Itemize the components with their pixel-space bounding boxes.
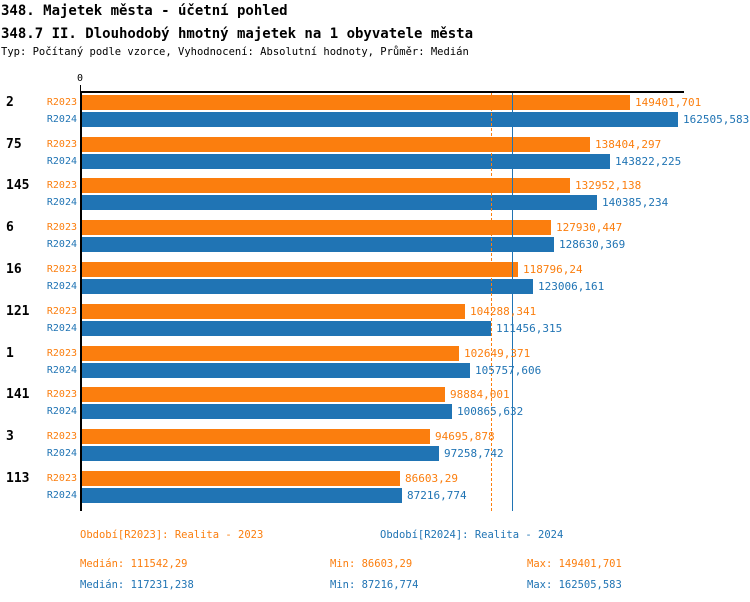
bar-value-r2023: 127930,447 [556, 221, 623, 234]
series-label-r2023: R2023 [46, 139, 77, 150]
axis-zero-label: 0 [76, 73, 84, 84]
bar-r2023 [82, 387, 445, 402]
bar-r2023 [82, 346, 459, 361]
legend-r2024: Období[R2024]: Realita - 2024 [380, 529, 564, 541]
bar-r2024 [82, 279, 533, 294]
chart-meta: Typ: Počítaný podle vzorce, Vyhodnocení: Absolutní hodnoty, Průměr: Medián [1, 46, 469, 58]
category-label: 145 [6, 178, 30, 193]
series-label-r2023: R2023 [46, 306, 77, 317]
bar-r2023 [82, 471, 400, 486]
bar-r2024 [82, 112, 678, 127]
bar-r2023 [82, 304, 465, 319]
series-label-r2024: R2024 [46, 448, 77, 459]
series-label-r2024: R2024 [46, 490, 77, 501]
page-subtitle: 348.7 II. Dlouhodobý hmotný majetek na 1 obyvatele města [1, 26, 474, 42]
stat-max-r2024: Max: 162505,583 [527, 579, 622, 591]
bar-value-r2023: 104288,341 [470, 305, 537, 318]
bar-r2024 [82, 488, 402, 503]
bar-r2023 [82, 178, 570, 193]
series-label-r2024: R2024 [46, 406, 77, 417]
bar-r2024 [82, 446, 439, 461]
series-label-r2024: R2024 [46, 281, 77, 292]
series-label-r2023: R2023 [46, 431, 77, 442]
series-label-r2023: R2023 [46, 264, 77, 275]
bar-value-r2023: 86603,29 [405, 472, 458, 485]
series-label-r2023: R2023 [46, 97, 77, 108]
page-title: 348. Majetek města - účetní pohled [1, 3, 288, 19]
series-label-r2023: R2023 [46, 180, 77, 191]
stat-median-r2023: Medián: 111542,29 [80, 558, 188, 570]
median-line-r2024 [512, 93, 513, 511]
bar-value-r2024: 123006,161 [538, 280, 605, 293]
stat-max-r2023: Max: 149401,701 [527, 558, 622, 570]
series-label-r2024: R2024 [46, 323, 77, 334]
bar-value-r2023: 98884,001 [450, 388, 510, 401]
bar-value-r2023: 132952,138 [575, 179, 642, 192]
bar-r2024 [82, 195, 597, 210]
bar-r2024 [82, 404, 452, 419]
category-label: 1 [6, 346, 14, 361]
bar-value-r2024: 87216,774 [407, 489, 467, 502]
category-label: 6 [6, 220, 14, 235]
stat-median-r2024: Medián: 117231,238 [80, 579, 194, 591]
bar-r2023 [82, 137, 590, 152]
category-label: 141 [6, 387, 30, 402]
bar-value-r2024: 111456,315 [496, 322, 563, 335]
bar-value-r2024: 100865,632 [457, 405, 524, 418]
legend-r2023: Období[R2023]: Realita - 2023 [80, 529, 264, 541]
series-label-r2023: R2023 [46, 389, 77, 400]
bar-value-r2023: 118796,24 [523, 263, 583, 276]
bar-value-r2024: 143822,225 [615, 155, 682, 168]
bar-r2024 [82, 363, 470, 378]
stat-min-r2023: Min: 86603,29 [330, 558, 413, 570]
bar-value-r2023: 102649,371 [464, 347, 531, 360]
bar-r2023 [82, 95, 630, 110]
series-label-r2023: R2023 [46, 348, 77, 359]
bar-value-r2023: 94695,878 [435, 430, 495, 443]
category-label: 16 [6, 262, 22, 277]
series-label-r2023: R2023 [46, 222, 77, 233]
bar-value-r2024: 162505,583 [683, 113, 750, 126]
series-label-r2024: R2024 [46, 156, 77, 167]
bar-r2023 [82, 262, 518, 277]
bar-value-r2024: 97258,742 [444, 447, 504, 460]
bar-value-r2024: 128630,369 [559, 238, 626, 251]
bar-value-r2024: 105757,606 [475, 364, 542, 377]
category-label: 3 [6, 429, 14, 444]
category-label: 121 [6, 304, 30, 319]
bar-r2024 [82, 237, 554, 252]
category-label: 75 [6, 137, 22, 152]
series-label-r2024: R2024 [46, 365, 77, 376]
category-label: 2 [6, 95, 14, 110]
bar-value-r2024: 140385,234 [602, 196, 669, 209]
stat-min-r2024: Min: 87216,774 [330, 579, 419, 591]
series-label-r2024: R2024 [46, 197, 77, 208]
series-label-r2023: R2023 [46, 473, 77, 484]
category-label: 113 [6, 471, 30, 486]
series-label-r2024: R2024 [46, 114, 77, 125]
bar-r2024 [82, 321, 491, 336]
bar-r2024 [82, 154, 610, 169]
bar-r2023 [82, 429, 430, 444]
series-label-r2024: R2024 [46, 239, 77, 250]
bar-r2023 [82, 220, 551, 235]
bar-value-r2023: 138404,297 [595, 138, 662, 151]
bar-value-r2023: 149401,701 [635, 96, 702, 109]
